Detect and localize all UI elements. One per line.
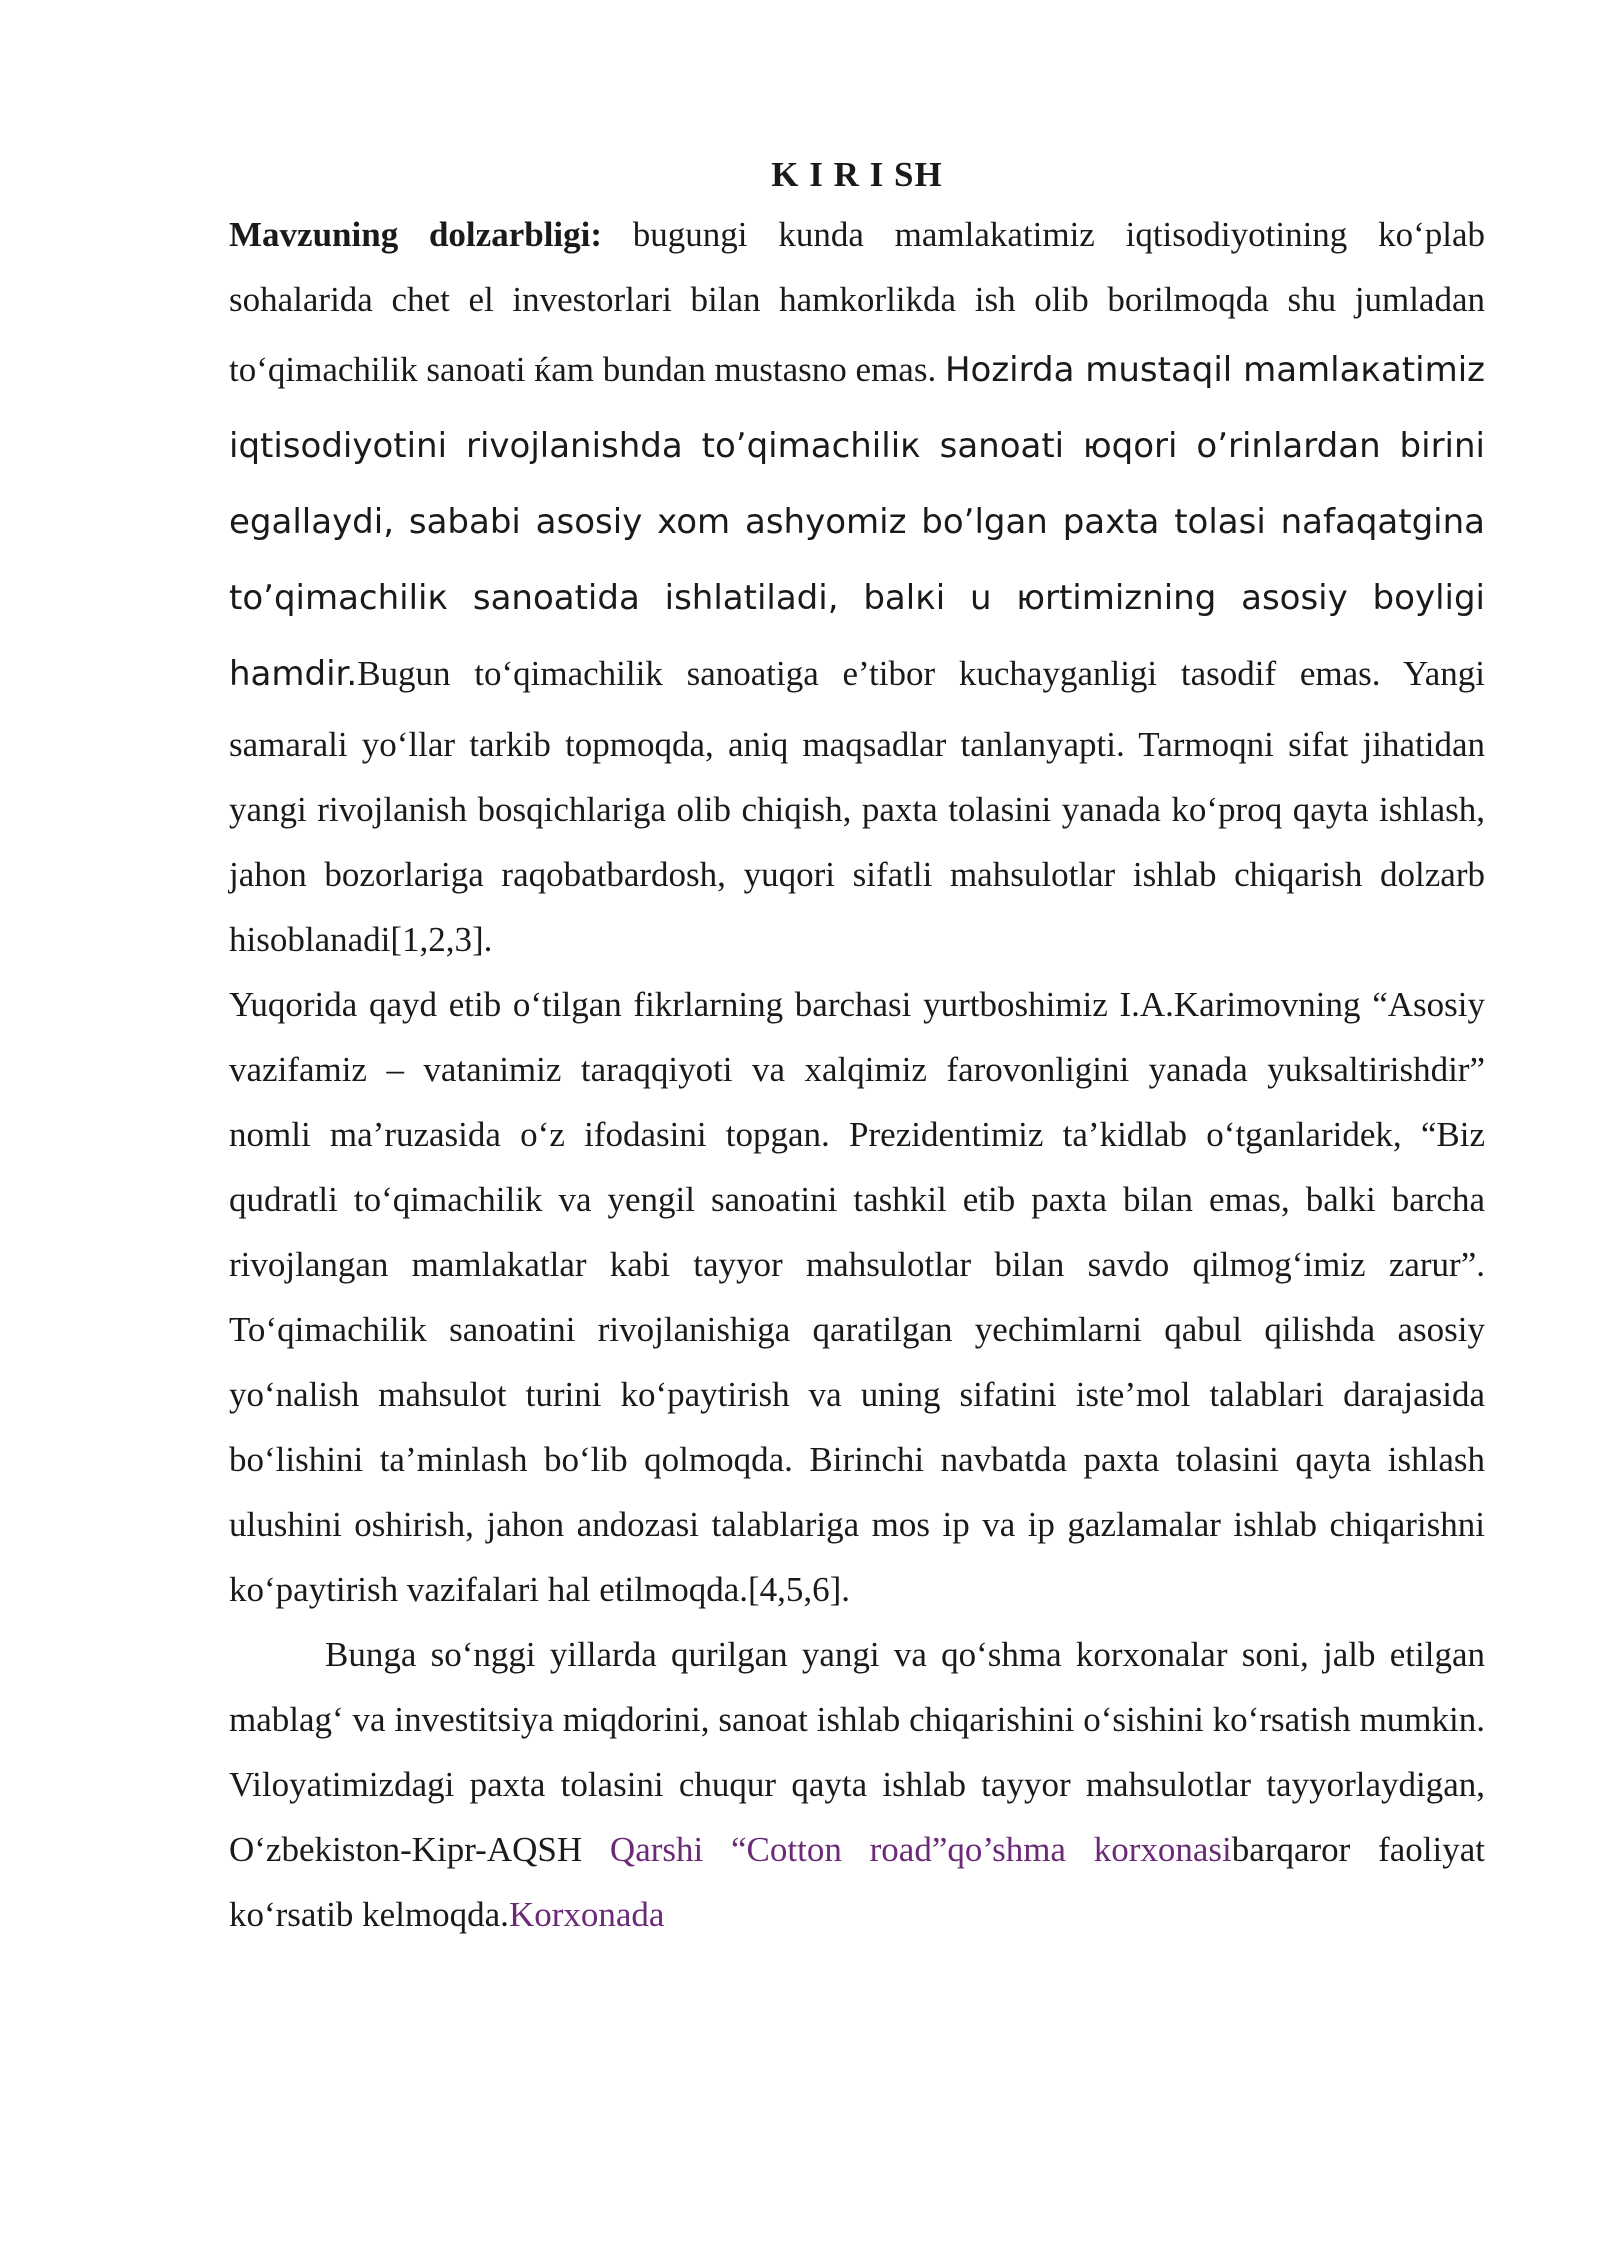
relevance-sentence-2: Hozirda mustaqil mamlaкatimiz iqtisodiyotini rivojlanishda to’qimachiliк sanoati юqori o’rinlardan birini egallaydi, sababi asosiy xom ashyomiz bo’lgan paxta tolasi nafaqatgina to’qimachiliк sanoatida ishlatiladi, balкi u юrtimizning asosiy boyligi hamdir. <box>229 350 1485 694</box>
paragraph-president-quote: Yuqorida qayd etib o‘tilgan fikrlarning barchasi yurtboshimiz I.A.Karimovning “Asosiy vazifamiz – vatanimiz taraqqiyoti va xalqimiz farovonligini yanada yuksaltirishdir” nomli ma’ruzasida o‘z ifodasini topgan. Prezidentimiz ta’kidlab o‘tganlaridek, “Biz qudratli to‘qimachilik va yengil sanoatini tashkil etib paxta bilan emas, balki barcha rivojlangan mamlakatlar kabi tayyor mahsulotlar bilan savdo qilmog‘imiz zarur”. To‘qimachilik sanoatini rivojlanishiga qaratilgan yechimlarni qabul qilishda asosiy yo‘nalish mahsulot turini ko‘paytirish va uning sifatini iste’mol talablari darajasida bo‘lishini ta’minlash bo‘lib qolmoqda. Birinchi navbatda paxta tolasini qayta ishlash ulushini oshirish, jahon andozasi talablariga mos ip va ip gazlamalar ishlab chiqarishni ko‘paytirish vazifalari hal etilmoqda.[4,5,6]. <box>229 985 1485 1609</box>
page-title: K I R I SH <box>771 155 943 194</box>
document-body <box>229 150 1485 1947</box>
paragraph-relevance <box>229 202 1485 972</box>
relevance-lead: Mavzuning dolzarbligi: <box>229 215 603 254</box>
paragraph-enterprises <box>229 1622 1485 1947</box>
enterprises-sentence-1: Bunga so‘nggi yillarda qurilgan yangi va qo‘shma korxonalar soni, jalb etilgan mablag‘ va investitsiya miqdorini, sanoat ishlab chiqarishini o‘sishini ko‘rsatish mumkin. Viloyatimizdagi paxta tolasini chuqur qayta ishlab tayyor mahsulotlar tayyorlaydigan, O‘zbekiston-Kipr-AQSH <box>229 1635 1485 1869</box>
relevance-sentence-1: bugungi kunda mamlakatimiz iqtisodiyotining ko‘plab sohalarida chet el investorlari bilan hamkorlikda ish olib borilmoqda shu jumladan to‘qimachilik sanoati ќam bundan mustasno emas. <box>229 215 1485 389</box>
enterprises-sentence-2: barqaror faoliyat ko‘rsatib kelmoqda. <box>229 1830 1485 1934</box>
relevance-sentence-3: Bugun to‘qimachilik sanoatiga e’tibor kuchayganligi tasodif emas. Yangi samarali yo‘llar tarkib topmoqda, aniq maqsadlar tanlanyapti. Tarmoqni sifat jihatidan yangi rivojlanish bosqichlariga olib chiqish, paxta tolasini yanada ko‘proq qayta ishlash, jahon bozorlariga raqobatbardosh, yuqori sifatli mahsulotlar ishlab chiqarish dolzarb hisoblanadi[1,2,3]. <box>229 654 1485 959</box>
cotton-road-company-name: Qarshi “Cotton road”qo’shma korxonasi <box>609 1830 1232 1869</box>
enterprises-sentence-3: Korxonada <box>508 1895 665 1934</box>
